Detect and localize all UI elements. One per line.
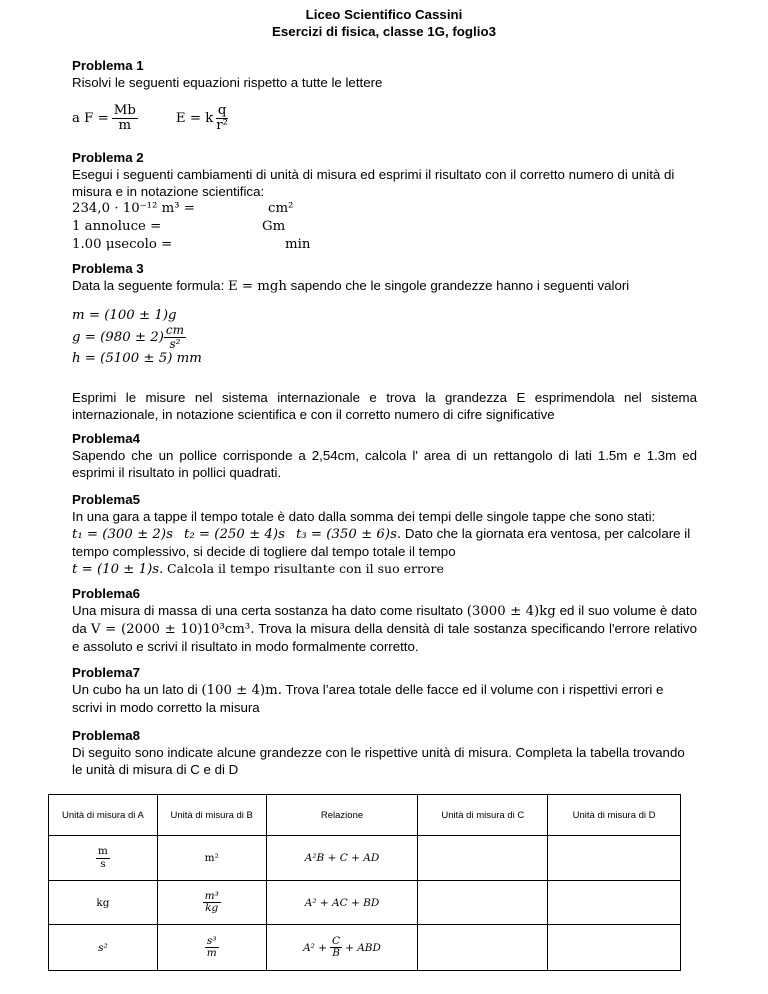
conversion-2-lhs: 1 annoluce =	[72, 219, 162, 234]
cell-unit-b	[157, 881, 266, 925]
cell-unit-a	[49, 836, 158, 881]
problem-6	[72, 585, 697, 655]
conversion-list	[72, 200, 697, 254]
eq2-lhs: E = k	[175, 110, 214, 126]
problem-4	[72, 430, 697, 481]
cube-side: (100 ± 4)m.	[201, 683, 283, 698]
unit-b-den: m	[206, 947, 217, 959]
problem-3-instructions: Esprimi le misure nel sistema internazionale e trova la grandezza E esprimendola nel sistema internazionale, in notazione scientifica e con il corretto numero di cifre significative	[72, 390, 697, 423]
conversion-1-unit: cm²	[268, 201, 294, 216]
problem-8	[72, 727, 697, 778]
problem-8-title: Problema8	[72, 728, 140, 743]
conversion-1-lhs: 234,0 · 10⁻¹² m³ =	[72, 201, 195, 216]
gravity-value-text: g = (980 ± 2)	[72, 329, 164, 345]
cell-relation: A² + AC + BD	[266, 881, 418, 925]
conversion-3-unit: min	[285, 237, 311, 252]
eq2-denominator: r²	[216, 117, 228, 133]
cell-unit-c-answer[interactable]	[418, 881, 548, 925]
unit-b-fraction	[203, 891, 221, 914]
cell-unit-a: kg	[49, 881, 158, 925]
cell-unit-c-answer[interactable]	[418, 836, 548, 881]
conversion-3-lhs: 1.00 μsecolo =	[72, 237, 173, 252]
stage-1-time: t₁ = (300 ± 2)s	[72, 527, 173, 542]
problem-6-title: Problema6	[72, 586, 140, 601]
problem-2	[72, 149, 697, 254]
sheet-subtitle: Esercizi di fisica, classe 1G, foglio3	[272, 24, 496, 39]
stage-3-time: t₃ = (350 ± 6)s.	[296, 527, 402, 542]
problem-3-text-pre: Data la seguente formula:	[72, 278, 225, 293]
relation-expression: A² + $\frac{C}{B}$ + ABD	[303, 934, 381, 959]
mass-value: m = (100 ± 1)g	[72, 308, 177, 323]
gravity-value	[72, 324, 697, 350]
cell-unit-b	[157, 925, 266, 971]
cell-relation: A²B + C + AD	[266, 836, 418, 881]
conversion-2-unit: Gm	[262, 219, 286, 234]
eq2-numerator: q	[217, 103, 227, 118]
eq1-numerator: Mb	[113, 103, 136, 118]
relation-fraction: $\frac{C}{B}$	[332, 934, 341, 959]
cell-unit-d-answer[interactable]	[548, 881, 681, 925]
unit-b-num: s³	[206, 934, 217, 947]
height-value: h = (5100 ± 5) mm	[72, 351, 202, 367]
subtracted-time: t = (10 ± 1)s.	[72, 562, 164, 577]
problem-5-line1: In una gara a tappe il tempo totale è dato dalla somma dei tempi delle singole tappe che sono stati:	[72, 509, 656, 524]
problem-1-equations	[72, 104, 697, 133]
given-values	[72, 307, 697, 367]
problem-7-text-pre: Un cubo ha un lato di	[72, 682, 198, 697]
problem-1-title: Problema 1	[72, 58, 144, 73]
eq1-lhs: a F =	[72, 110, 109, 126]
problem-5-line2	[72, 525, 697, 543]
problem-4-text: Sapendo che un pollice corrisponde a 2,54cm, calcola l' area di un rettangolo di lati 1.5m e 1.3m ed esprimi il risultato in pollici quadrati.	[72, 448, 697, 480]
problem-1-text: Risolvi le seguenti equazioni rispetto a tutte le lettere	[72, 75, 383, 90]
problem-6-line1-post: ed il suo volume è dato	[559, 603, 697, 618]
problem-7-title: Problema7	[72, 665, 140, 680]
cell-unit-d-answer[interactable]	[548, 836, 681, 881]
problem-7-text	[72, 681, 697, 716]
cell-unit-c-answer[interactable]	[418, 925, 548, 971]
problem-8-text: Di seguito sono indicate alcune grandezze con le rispettive unità di misura. Completa la tabella trovando le unità di misura di C e di D	[72, 745, 685, 777]
gravity-unit	[164, 324, 186, 350]
unit-a-fraction	[96, 846, 110, 869]
cell-unit-d-answer[interactable]	[548, 925, 681, 971]
problem-3	[72, 260, 697, 423]
problem-5-line3: tempo complessivo, si decide di togliere dal tempo totale il tempo	[72, 544, 456, 559]
header-unit-a: Unità di misura di A	[49, 795, 158, 836]
stage-2-time: t₂ = (250 ± 4)s	[184, 527, 285, 542]
problem-3-title: Problema 3	[72, 261, 144, 276]
problem-7	[72, 664, 697, 716]
problem-6-line2-pre: da	[72, 621, 87, 636]
mass-measure: (3000 ± 4)kg	[466, 604, 556, 619]
header	[0, 6, 768, 40]
eq1-denominator: m	[118, 117, 132, 133]
header-unit-b: Unità di misura di B	[157, 795, 266, 836]
volume-measure: V = (2000 ± 10)10³cm³.	[90, 622, 255, 637]
problem-4-title: Problema4	[72, 431, 140, 446]
cell-relation	[266, 925, 418, 971]
problem-3-text	[72, 277, 697, 295]
units-table	[48, 794, 681, 971]
problem-5-line4	[72, 560, 697, 578]
header-unit-d: Unità di misura di D	[548, 795, 681, 836]
problem-6-line1-pre: Una misura di massa di una certa sostanza ha dato come risultato	[72, 603, 463, 618]
table-row	[49, 881, 681, 925]
header-unit-c: Unità di misura di C	[418, 795, 548, 836]
energy-formula: E = mgh	[227, 279, 287, 294]
problem-1	[72, 57, 697, 133]
gravity-unit-den: s²	[169, 336, 181, 351]
problem-5	[72, 491, 697, 578]
problem-3-text-post: sapendo che le singole grandezze hanno i seguenti valori	[290, 278, 630, 293]
problem-2-title: Problema 2	[72, 150, 144, 165]
problem-7-text-post: Trova l’area totale delle facce ed il volume con i rispettivi errori e scrivi in modo corretto la misura	[72, 682, 664, 715]
eq1-fraction	[112, 104, 138, 133]
unit-b-num: m³	[204, 889, 219, 902]
gravity-unit-num: cm	[165, 323, 185, 337]
school-name: Liceo Scientifico Cassini	[305, 7, 463, 22]
unit-a-num: m	[97, 845, 108, 858]
table-row	[49, 836, 681, 881]
cell-unit-b: m²	[157, 836, 266, 881]
unit-b-den: kg	[205, 902, 219, 914]
unit-b-fraction	[205, 936, 219, 959]
table-header-row	[49, 795, 681, 836]
problem-2-text: Esegui i seguenti cambiamenti di unità di misura ed esprimi il risultato con il corretto numero di unità di misura e in notazione scientifica:	[72, 167, 675, 199]
problem-5-line2-tail: Dato che la giornata era ventosa, per calcolare il	[404, 526, 691, 541]
problem-6-line2-post: Trova la misura della densità di tale sostanza specificando l'errore relativo e assoluto e scrivi il risultato in modo formalmente corretto.	[72, 621, 697, 654]
unit-a-den: s	[100, 857, 106, 870]
cell-unit-a: s²	[49, 925, 158, 971]
problem-5-line4-text: Calcola il tempo risultante con il suo errore	[167, 561, 444, 576]
header-relation: Relazione	[266, 795, 418, 836]
problem-5-title: Problema5	[72, 492, 140, 507]
problem-6-text	[72, 602, 697, 655]
eq2-fraction	[214, 104, 230, 133]
table-row	[49, 925, 681, 971]
